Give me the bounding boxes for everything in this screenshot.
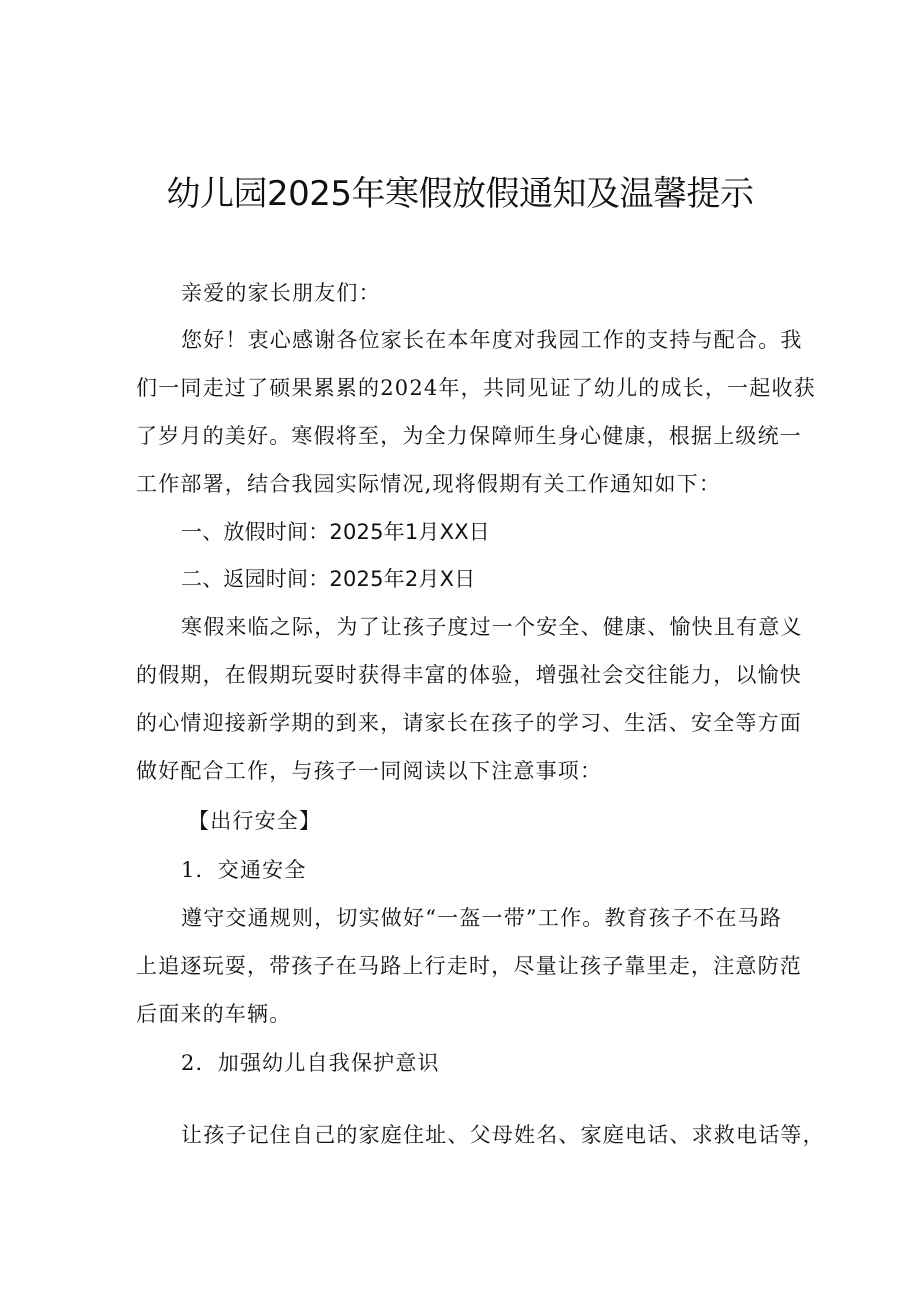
greeting: 亲爱的家长朋友们： <box>181 281 381 305</box>
intro-line-3: 了岁月的美好。寒假将至，为全力保障师生身心健康，根据上级统一 <box>136 424 802 448</box>
notice-line-2: 的假期，在假期玩耍时获得丰富的体验，增强社会交往能力，以愉快 <box>136 663 802 687</box>
item-2-title: 2．加强幼儿自我保护意识 <box>181 1051 440 1075</box>
document-title: 幼儿园2025年寒假放假通知及温馨提示 <box>166 174 754 214</box>
item-1-line-3: 后面来的车辆。 <box>136 1002 292 1026</box>
item-1-line-2: 上追逐玩耍，带孩子在马路上行走时，尽量让孩子靠里走，注意防范 <box>136 954 802 978</box>
notice-line-3: 的心情迎接新学期的到来，请家长在孩子的学习、生活、安全等方面 <box>136 711 802 735</box>
item-1-line-1: 遵守交通规则，切实做好“一盔一带”工作。教育孩子不在马路 <box>181 906 783 930</box>
notice-line-1: 寒假来临之际，为了让孩子度过一个安全、健康、愉快且有意义 <box>181 615 803 639</box>
holiday-start: 一、放假时间：2025年1月XX日 <box>181 520 490 544</box>
item-2-line-1: 让孩子记住自己的家庭住址、父母姓名、家庭电话、求救电话等， <box>181 1123 825 1147</box>
intro-line-1: 您好！衷心感谢各位家长在本年度对我园工作的支持与配合。我 <box>181 328 803 352</box>
intro-line-2: 们一同走过了硕果累累的2024年，共同见证了幼儿的成长，一起收获 <box>136 376 816 400</box>
item-1-title: 1．交通安全 <box>181 858 307 882</box>
notice-line-4: 做好配合工作，与孩子一同阅读以下注意事项： <box>136 759 603 783</box>
intro-line-4: 工作部署，结合我园实际情况,现将假期有关工作通知如下： <box>136 472 722 496</box>
return-date: 二、返园时间：2025年2月X日 <box>181 567 476 591</box>
section-travel-safety: 【出行安全】 <box>188 809 322 833</box>
